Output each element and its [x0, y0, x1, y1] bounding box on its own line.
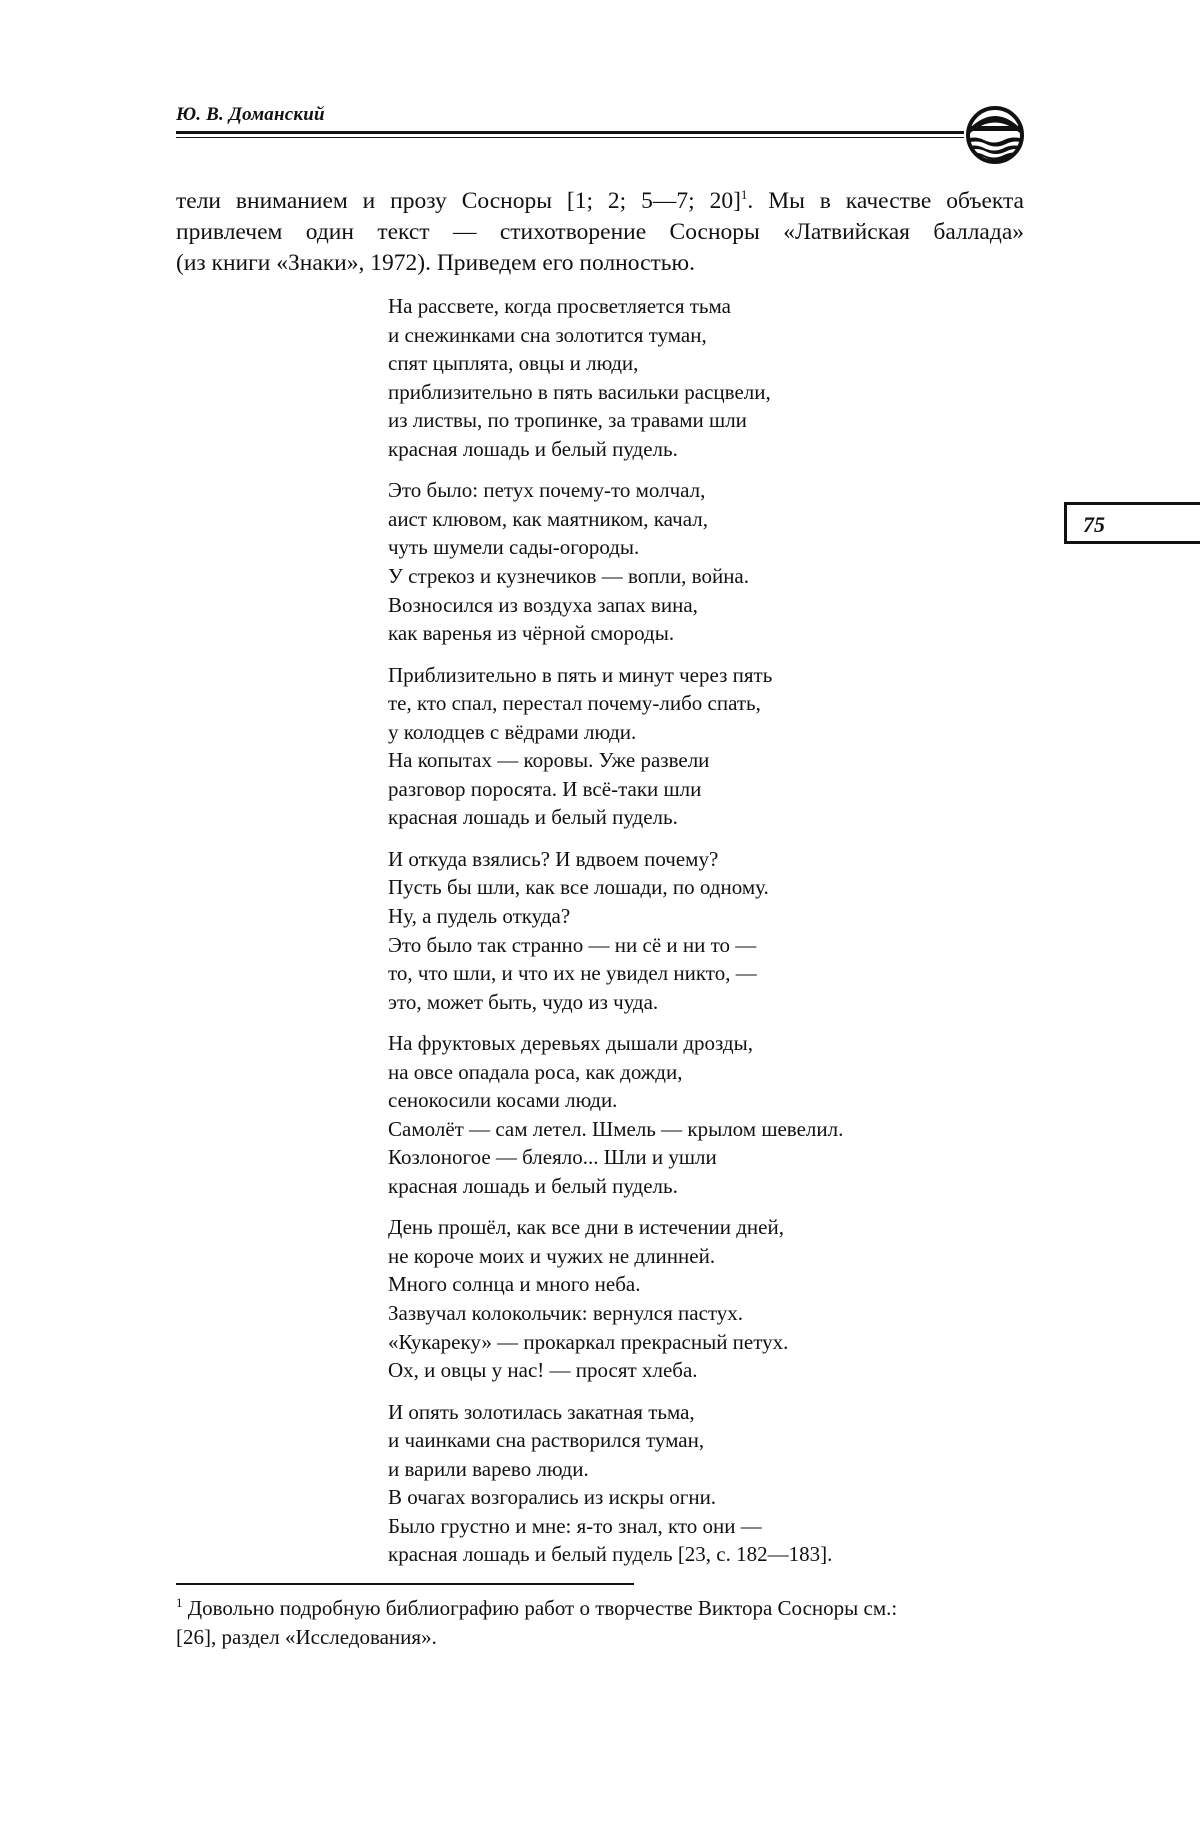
footnote	[176, 1594, 1024, 1652]
poem-line: И опять золотилась закатная тьма,	[388, 1399, 695, 1424]
poem-line: те, кто спал, перестал почему-либо спать,	[388, 691, 761, 716]
poem-stanza	[388, 1398, 1008, 1570]
poem-line: Пусть бы шли, как все лошади, по одному.	[388, 875, 769, 900]
poem-line: разговор поросята. И всё-таки шли	[388, 776, 702, 801]
poem-line: на овсе опадала роса, как дожди,	[388, 1059, 683, 1084]
header-rule-thick	[176, 131, 964, 134]
poem-line: Было грустно и мне: я-то знал, кто они —	[388, 1513, 762, 1538]
poem-line: то, что шли, и что их не увидел никто, —	[388, 961, 757, 986]
poem-line: На копытах — коровы. Уже развели	[388, 748, 710, 773]
poem-line: И откуда взялись? И вдвоем почему?	[388, 846, 719, 871]
intro-line-2: привлечем один текст — стихотворение Сосноры «Латвийская баллада»	[176, 219, 1024, 245]
intro-line-1-end: . Мы в качестве объекта	[747, 188, 1024, 214]
poem-line: красная лошадь и белый пудель.	[388, 1173, 678, 1198]
poem-stanza	[388, 661, 1008, 833]
poem-line: На фруктовых деревьях дышали дрозды,	[388, 1031, 753, 1055]
poem-line: не короче моих и чужих не длинней.	[388, 1243, 716, 1268]
poem-line: приблизительно в пять васильки расцвели,	[388, 379, 771, 404]
poem-line: Это было так странно — ни сё и ни то —	[388, 932, 757, 957]
poem-line: Самолёт — сам летел. Шмель — крылом шевелил.	[388, 1116, 844, 1141]
publisher-logo-icon	[964, 104, 1026, 166]
footnote-line-2: [26], раздел «Исследования».	[176, 1625, 437, 1649]
intro-line-1	[176, 186, 1024, 217]
poem-stanza	[388, 1029, 1008, 1201]
poem-line: Ну, а пудель откуда?	[388, 903, 571, 928]
intro-paragraph	[176, 186, 1024, 279]
header-rule-thin	[176, 137, 964, 138]
poem-line: День прошёл, как все дни в истечении дней,	[388, 1215, 784, 1240]
poem-line: Это было: петух почему-то молчал,	[388, 478, 706, 503]
poem-line: В очагах возгорались из искры огни.	[388, 1485, 717, 1510]
poem-line: как варенья из чёрной смороды.	[388, 621, 675, 646]
footnote-reference[interactable]: 1	[740, 187, 748, 203]
poem-line: Возносился из воздуха запах вина,	[388, 592, 698, 617]
page-number: 75	[1083, 512, 1105, 537]
poem-line: аист клювом, как маятником, качал,	[388, 506, 708, 531]
poem-line: Ох, и овцы у нас! — просят хлеба.	[388, 1358, 698, 1383]
poem-line: сенокосили косами люди.	[388, 1088, 618, 1113]
poem-line: красная лошадь и белый пудель.	[388, 436, 678, 461]
poem-line: и варили варево люди.	[388, 1456, 589, 1481]
poem-line: У стрекоз и кузнечиков — вопли, война.	[388, 564, 749, 589]
poem-stanza	[388, 1213, 1008, 1385]
poem-stanza	[388, 476, 1008, 648]
poem-line: чуть шумели сады-огороды.	[388, 535, 640, 560]
footnote-separator	[176, 1583, 634, 1585]
running-header-author: Ю. В. Доманский	[176, 104, 325, 125]
poem-line: и снежинками сна золотится туман,	[388, 322, 707, 347]
poem-line: красная лошадь и белый пудель.	[388, 805, 678, 830]
poem-line: «Кукареку» — прокаркал прекрасный петух.	[388, 1329, 789, 1354]
poem-line: На рассвете, когда просветляется тьма	[388, 294, 731, 318]
footnote-marker: 1	[176, 1595, 183, 1610]
intro-line-3: (из книги «Знаки», 1972). Приведем его полностью.	[176, 250, 695, 276]
poem-line: Приблизительно в пять и минут через пять	[388, 662, 773, 687]
poem	[388, 292, 1008, 1582]
footnote-line-1: Довольно подробную библиографию работ о творчестве Виктора Сосноры см.:	[182, 1596, 898, 1620]
poem-line: у колодцев с вёдрами люди.	[388, 719, 637, 744]
poem-line: это, может быть, чудо из чуда.	[388, 989, 659, 1014]
page-number-box	[1064, 502, 1200, 544]
poem-line: из листвы, по тропинке, за травами шли	[388, 408, 747, 433]
intro-line-1-text: тели вниманием и прозу Сосноры [1; 2; 5—7; 20]	[176, 188, 741, 214]
poem-line: Зазвучал колокольчик: вернулся пастух.	[388, 1301, 744, 1326]
poem-line: Много солнца и много неба.	[388, 1272, 641, 1297]
poem-stanza	[388, 845, 1008, 1017]
poem-line: и чаинками сна растворился туман,	[388, 1428, 705, 1453]
poem-line: спят цыплята, овцы и люди,	[388, 351, 639, 376]
poem-line: красная лошадь и белый пудель [23, с. 182—183].	[388, 1542, 833, 1567]
poem-stanza	[388, 292, 1008, 464]
poem-line: Козлоногое — блеяло... Шли и ушли	[388, 1145, 717, 1170]
